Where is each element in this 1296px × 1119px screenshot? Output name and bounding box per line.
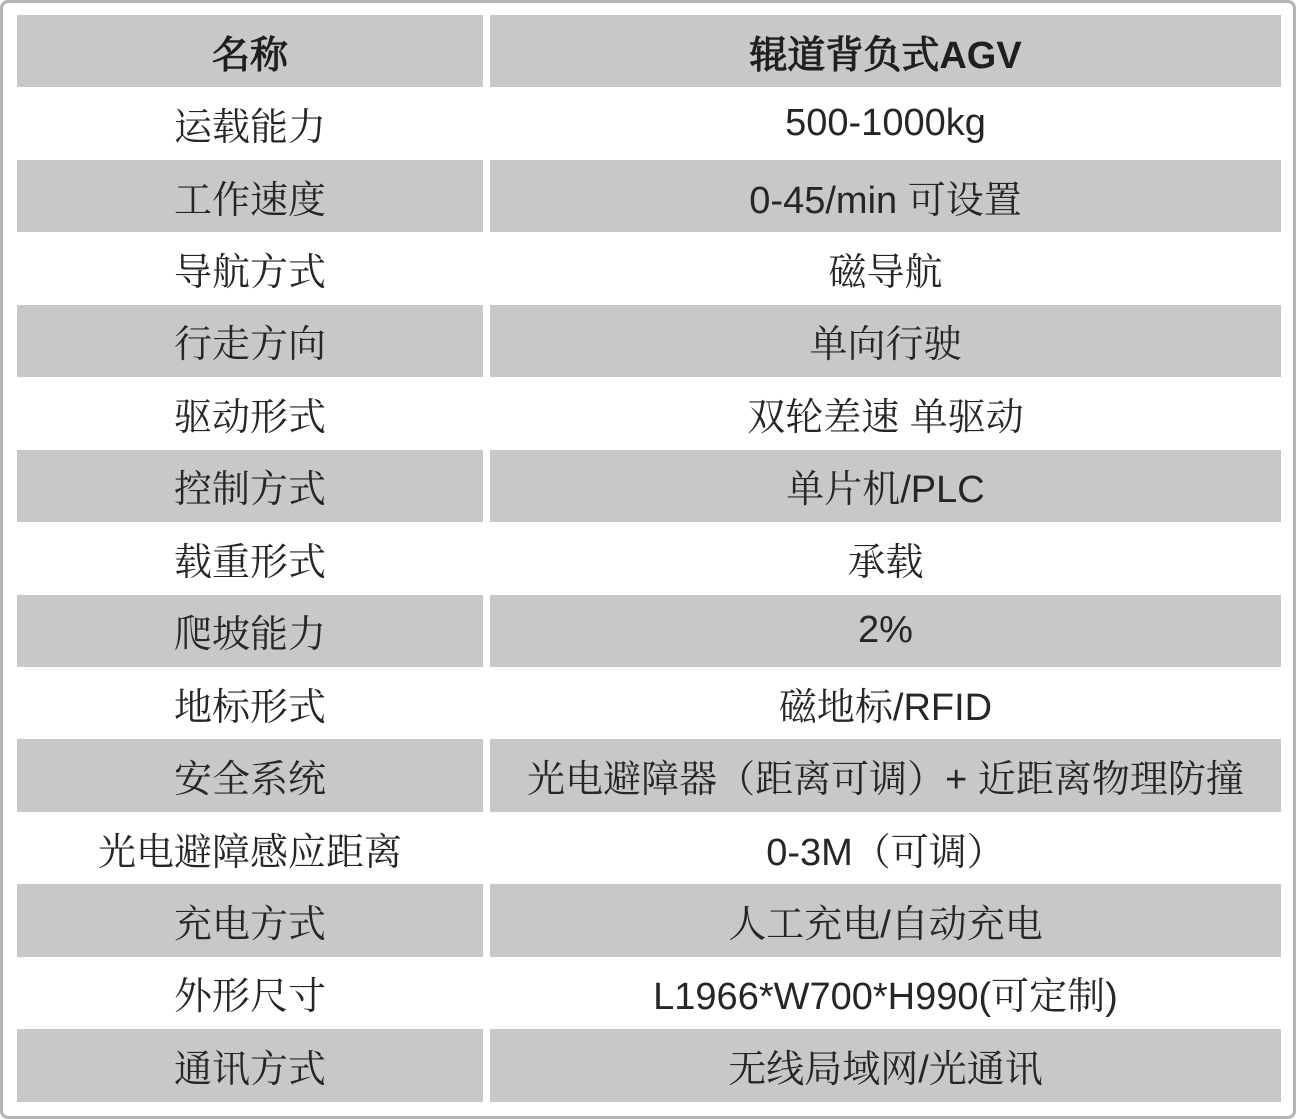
- spec-value-cell: L1966*W700*H990(可定制): [653, 976, 1118, 1019]
- spec-label-cell: 驱动形式: [173, 396, 326, 439]
- spec-row: [17, 957, 1281, 1029]
- spec-row: [17, 667, 1281, 739]
- spec-label-cell: 光电避障感应距离: [97, 831, 402, 874]
- spec-row: [17, 87, 1281, 159]
- spec-value-cell: 承载: [847, 541, 924, 584]
- spec-label-cell: 运载能力: [173, 107, 326, 150]
- spec-row: [17, 522, 1281, 594]
- spec-label-cell: 工作速度: [17, 160, 483, 232]
- spec-value-cell: 磁导航: [828, 252, 943, 295]
- spec-label-cell: 行走方向: [17, 305, 483, 377]
- spec-label-cell: 通讯方式: [17, 1029, 483, 1101]
- spec-label-cell: 载重形式: [173, 541, 326, 584]
- spec-value-cell: 双轮差速 单驱动: [747, 396, 1024, 439]
- spec-label-cell: 充电方式: [17, 884, 483, 956]
- spec-value-cell: 光电避障器（距离可调）+ 近距离物理防撞: [490, 739, 1281, 811]
- spec-value-cell: 单片机/PLC: [490, 450, 1281, 522]
- spec-label-cell: 控制方式: [17, 450, 483, 522]
- spec-row: [17, 884, 1281, 956]
- spec-value-cell: 无线局域网/光通讯: [490, 1029, 1281, 1101]
- agv-spec-table: [17, 15, 1281, 1102]
- spec-value-cell: 磁地标/RFID: [778, 686, 993, 729]
- header-product-cell: 辊道背负式AGV: [490, 15, 1281, 87]
- spec-value-cell: 2%: [490, 595, 1281, 667]
- spec-row: [17, 739, 1281, 811]
- spec-value-cell: 0-3M（可调）: [766, 831, 1005, 874]
- spec-row: [17, 305, 1281, 377]
- spec-label-cell: 外形尺寸: [173, 976, 326, 1019]
- spec-row: [17, 595, 1281, 667]
- spec-value-cell: 0-45/min 可设置: [490, 160, 1281, 232]
- header-name-cell: 名称: [17, 15, 483, 87]
- spec-row: [17, 377, 1281, 449]
- spec-row: [17, 812, 1281, 884]
- spec-row: [17, 450, 1281, 522]
- spec-value-cell: 500-1000kg: [785, 102, 986, 145]
- spec-row: [17, 1029, 1281, 1101]
- table-header-row: [17, 15, 1281, 87]
- spec-value-cell: 单向行驶: [490, 305, 1281, 377]
- spec-label-cell: 地标形式: [173, 686, 326, 729]
- spec-label-cell: 安全系统: [17, 739, 483, 811]
- spec-value-cell: 人工充电/自动充电: [490, 884, 1281, 956]
- spec-row: [17, 160, 1281, 232]
- spec-label-cell: 导航方式: [173, 252, 326, 295]
- spec-row: [17, 232, 1281, 304]
- spec-label-cell: 爬坡能力: [17, 595, 483, 667]
